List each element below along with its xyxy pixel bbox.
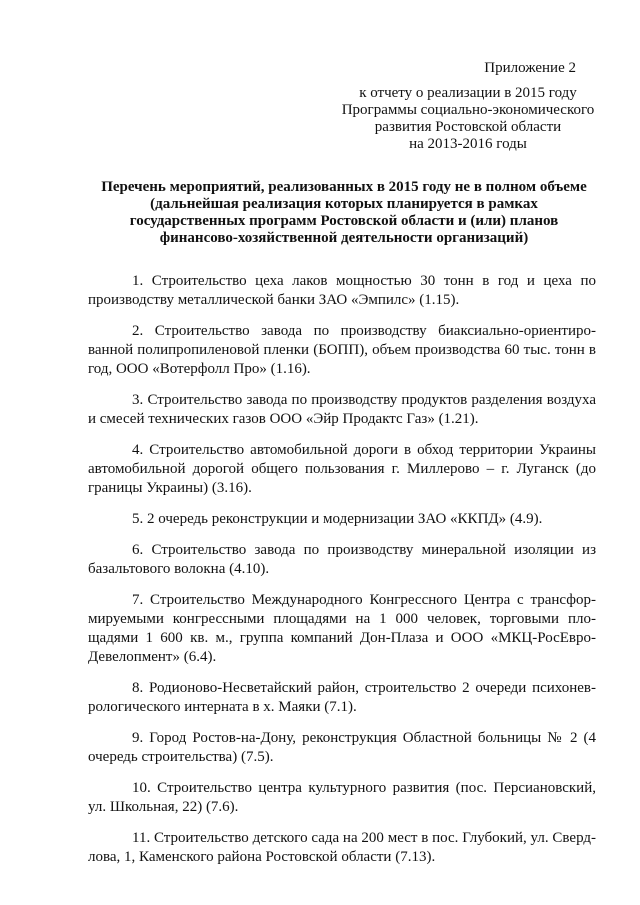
appendix-line: к отчету о реализации в 2015 году bbox=[359, 85, 577, 101]
list-item: 11. Строительство детского сада на 200 мест в пос. Глубокий, ул. Свердлова, 1, Каменского района Ростовской области (7.13). bbox=[88, 830, 596, 865]
appendix-header bbox=[328, 60, 608, 153]
list-item: 9. Город Ростов-на-Дону, реконструкция Областной больницы № 2 (4 очередь строительства) (7.5). bbox=[88, 730, 596, 765]
title-line: государственных программ Ростовской области и (или) планов bbox=[129, 213, 559, 229]
list-item: 6. Строительство завода по производству минеральной изоляции из базальтового волокна (4.10). bbox=[88, 542, 596, 577]
list-item: 1. Строительство цеха лаков мощностью 30 тонн в год и цеха по производству металлической банки ЗАО «Эмпилс» (1.15). bbox=[88, 273, 596, 308]
list-item: 2. Строительство завода по производству биаксиально-ориентированной полипропиленовой пленки (БОПП), объем производства 60 тыс. тонн в год, ООО «Вотерфолл Про» (1.16). bbox=[88, 323, 596, 377]
list-item: 3. Строительство завода по производству продуктов разделения воздуха и смесей технических газов ООО «Эйр Продактс Газ» (1.21). bbox=[88, 392, 596, 427]
title-line: финансово-хозяйственной деятельности организаций) bbox=[159, 230, 529, 246]
document-title bbox=[88, 179, 600, 247]
list-item: 8. Родионово-Несветайский район, строительство 2 очереди психоневрологического интерната в х. Маяки (7.1). bbox=[88, 680, 596, 715]
measures-list bbox=[88, 272, 596, 879]
list-item: 7. Строительство Международного Конгрессного Центра с трансформируемыми конгрессными площадями на 1 000 человек, торговыми площадями 1 600 кв. м., группа компаний Дон-Плаза и ООО «МКЦ-РосЕвро-Девелопмент» (6.4). bbox=[88, 592, 596, 665]
appendix-line: на 2013-2016 годы bbox=[409, 136, 527, 152]
title-line: (дальнейшая реализация которых планируется в рамках bbox=[150, 196, 538, 212]
appendix-line: развития Ростовской области bbox=[374, 119, 562, 135]
title-line: Перечень мероприятий, реализованных в 2015 году не в полном объеме bbox=[101, 179, 587, 195]
list-item: 10. Строительство центра культурного развития (пос. Персиановский, ул. Школьная, 22) (7.6). bbox=[88, 780, 596, 815]
list-item: 4. Строительство автомобильной дороги в обход территории Украины автомобильной дорогой общего пользования г. Миллерово – г. Луганск (до границы Украины) (3.16). bbox=[88, 442, 596, 496]
list-item: 5. 2 очередь реконструкции и модернизации ЗАО «ККПД» (4.9). bbox=[132, 511, 543, 527]
appendix-line: Программы социально-экономического bbox=[341, 102, 595, 118]
appendix-label: Приложение 2 bbox=[484, 60, 576, 76]
